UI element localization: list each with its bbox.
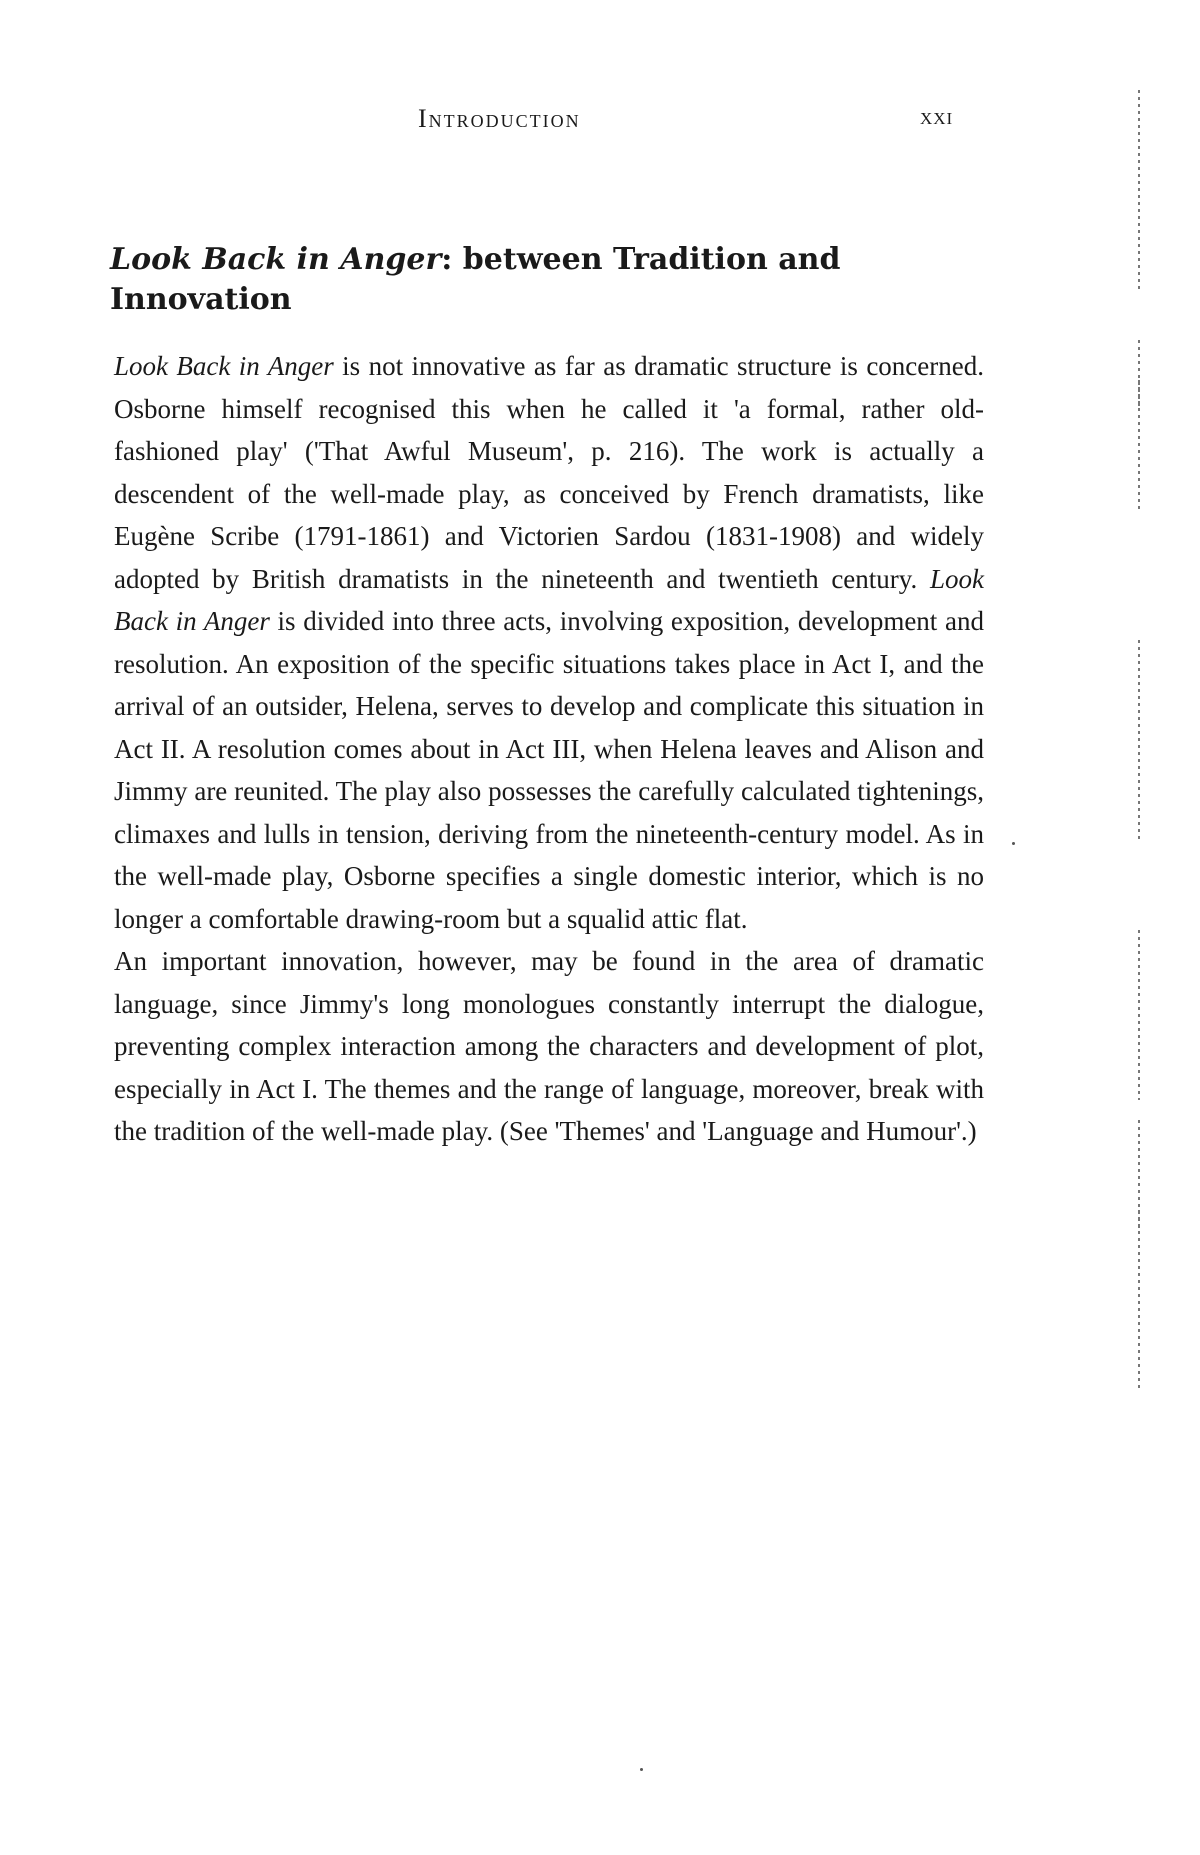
section-heading-italic-title: Look Back in Anger bbox=[110, 242, 442, 277]
running-head: Introduction bbox=[418, 104, 581, 133]
paragraph-1-text-1: is not innovative as far as dramatic structure is concerned. Osborne himself recognised this when he called it 'a formal, rather old-fashioned play' ('That Awful Museum', p. 216). The work is actually a descendent of the well-made play, as conceived by French dramatists, like Eugène Scribe (1791-1861) and Victorien Sardou (1831-1908) and widely adopted by British dramatists in the nineteenth and twentieth century. bbox=[114, 351, 984, 594]
paragraph-1 bbox=[114, 345, 984, 940]
stray-mark bbox=[640, 1768, 643, 1771]
paragraph-1-text-2: is divided into three acts, involving exposition, development and resolution. An exposition of the specific situations takes place in Act I, and the arrival of an outsider, Helena, serves to develop and complicate this situation in Act II. A resolution comes about in Act III, when Helena leaves and Alison and Jimmy are reunited. The play also possesses the carefully calculated tightenings, climaxes and lulls in tension, deriving from the nineteenth-century model. As in the well-made play, Osborne specifies a single domestic interior, which is no longer a comfortable drawing-room but a squalid attic flat. bbox=[114, 606, 984, 934]
body-text bbox=[114, 345, 984, 1153]
section-heading bbox=[110, 240, 870, 320]
section-heading-rest: : between Tradition and Innovation bbox=[110, 242, 841, 317]
page-edge-scan-marks bbox=[1138, 80, 1140, 1330]
stray-mark bbox=[1012, 842, 1015, 845]
paragraph-2: An important innovation, however, may be found in the area of dramatic language, since Jimmy's long monologues constantly interrupt the dialogue, preventing complex interaction among the characters and development of plot, especially in Act I. The themes and the range of language, moreover, break with the tradition of the well-made play. (See 'Themes' and 'Language and Humour'.) bbox=[114, 946, 984, 1146]
page-number: xxi bbox=[920, 104, 954, 130]
paragraph-1-italic-lead: Look Back in Anger bbox=[114, 351, 334, 381]
paragraph-1-italic-mid: Look Back in Anger bbox=[114, 563, 984, 636]
